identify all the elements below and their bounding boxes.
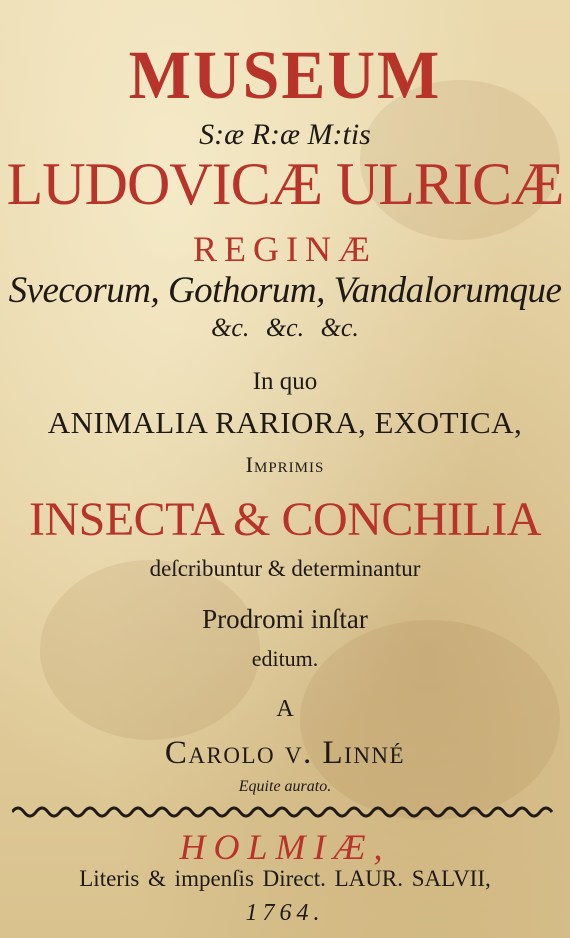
etc-line: &c. &c. &c.	[211, 313, 359, 342]
author-title: Equite aurato.	[238, 778, 332, 795]
place-of-publication: HOLMIÆ,	[179, 827, 391, 867]
main-subject: INSECTA & CONCHILIA	[29, 493, 541, 546]
editum-line: editum.	[251, 646, 319, 671]
publication-year: 1764.	[245, 900, 325, 926]
ornamental-rule	[12, 800, 558, 824]
queen-rank: REGINÆ	[193, 229, 377, 269]
book-title: MUSEUM	[128, 37, 442, 114]
printer-line: Literis & impenſis Direct. LAUR. SALVII,	[79, 866, 491, 891]
peoples-line: Svecorum, Gothorum, Vandalorumque	[8, 270, 562, 311]
prodromi-line: Prodromi inſtar	[202, 604, 368, 634]
by-line: A	[276, 696, 294, 722]
subject-line: ANIMALIA RARIORA, EXOTICA,	[47, 405, 523, 440]
in-quo-line: In quo	[252, 368, 318, 395]
queen-name: LUDOVICÆ ULRICÆ	[6, 151, 564, 217]
describuntur-line: deſcribuntur & determinantur	[149, 556, 421, 581]
honorific-line: S:æ R:æ M:tis	[199, 118, 371, 151]
imprimis-line: Imprimis	[245, 452, 325, 477]
author-name: Carolo v. Linné	[164, 735, 406, 771]
